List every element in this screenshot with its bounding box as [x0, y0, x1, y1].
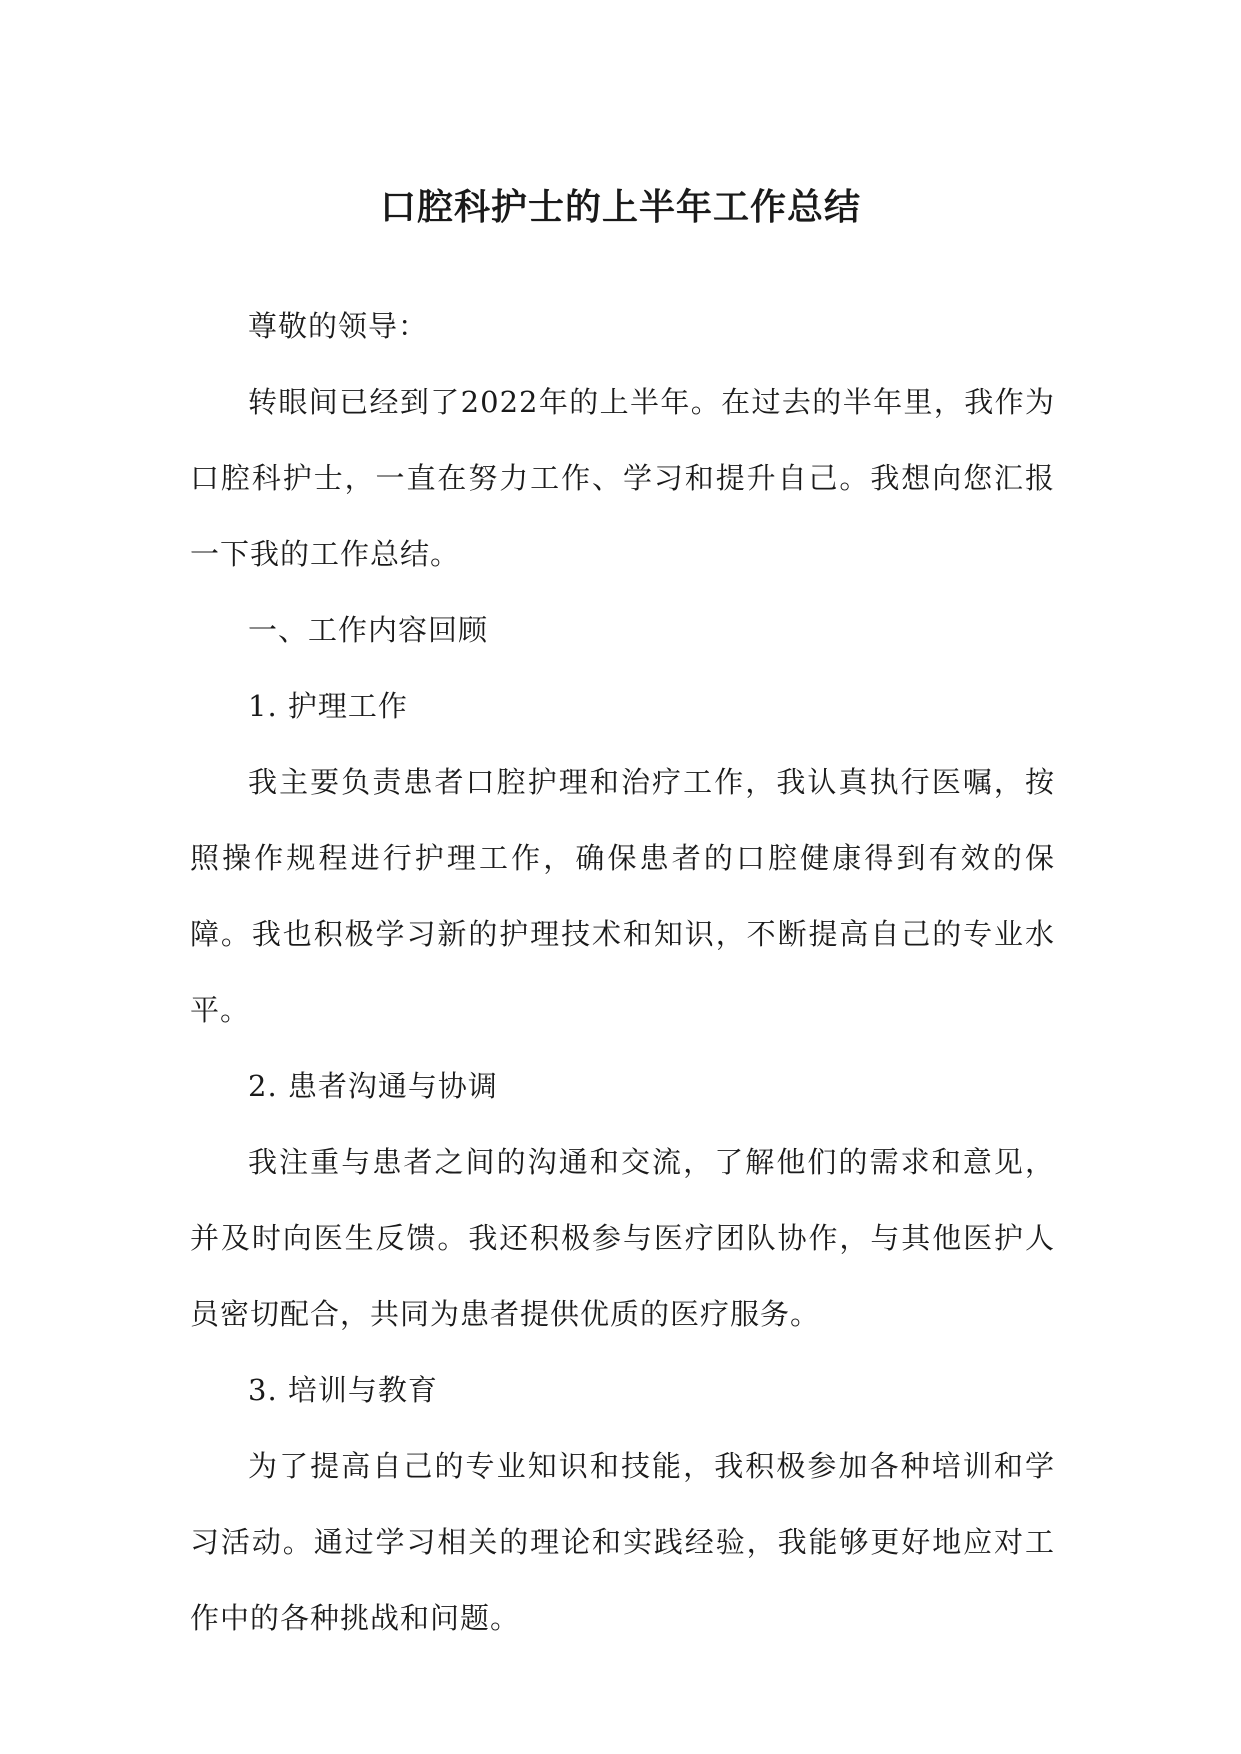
section-heading-review: 一、工作内容回顾: [248, 613, 489, 647]
nursing-work-paragraph: 我主要负责患者口腔护理和治疗工作，我认真执行医嘱，按照操作规程进行护理工作，确保患者的口腔健康得到有效的保障。我也积极学习新的护理技术和知识，不断提高自己的专业水平。: [190, 765, 1055, 1027]
intro-paragraph: 转眼间已经到了2022年的上半年。在过去的半年里，我作为口腔科护士，一直在努力工作、学习和提升自己。我想向您汇报一下我的工作总结。: [190, 385, 1055, 571]
salutation: 尊敬的领导：: [248, 309, 429, 343]
subheading-training: 3. 培训与教育: [248, 1373, 438, 1407]
patient-communication-paragraph: 我注重与患者之间的沟通和交流，了解他们的需求和意见，并及时向医生反馈。我还积极参与医疗团队协作，与其他医护人员密切配合，共同为患者提供优质的医疗服务。: [190, 1145, 1055, 1331]
subheading-patient-communication: 2. 患者沟通与协调: [248, 1069, 498, 1103]
training-paragraph: 为了提高自己的专业知识和技能，我积极参加各种培训和学习活动。通过学习相关的理论和实践经验，我能够更好地应对工作中的各种挑战和问题。: [190, 1449, 1055, 1635]
subheading-nursing-work: 1. 护理工作: [248, 689, 408, 723]
document-body: [190, 288, 1055, 1656]
document-title: 口腔科护士的上半年工作总结: [379, 186, 861, 228]
